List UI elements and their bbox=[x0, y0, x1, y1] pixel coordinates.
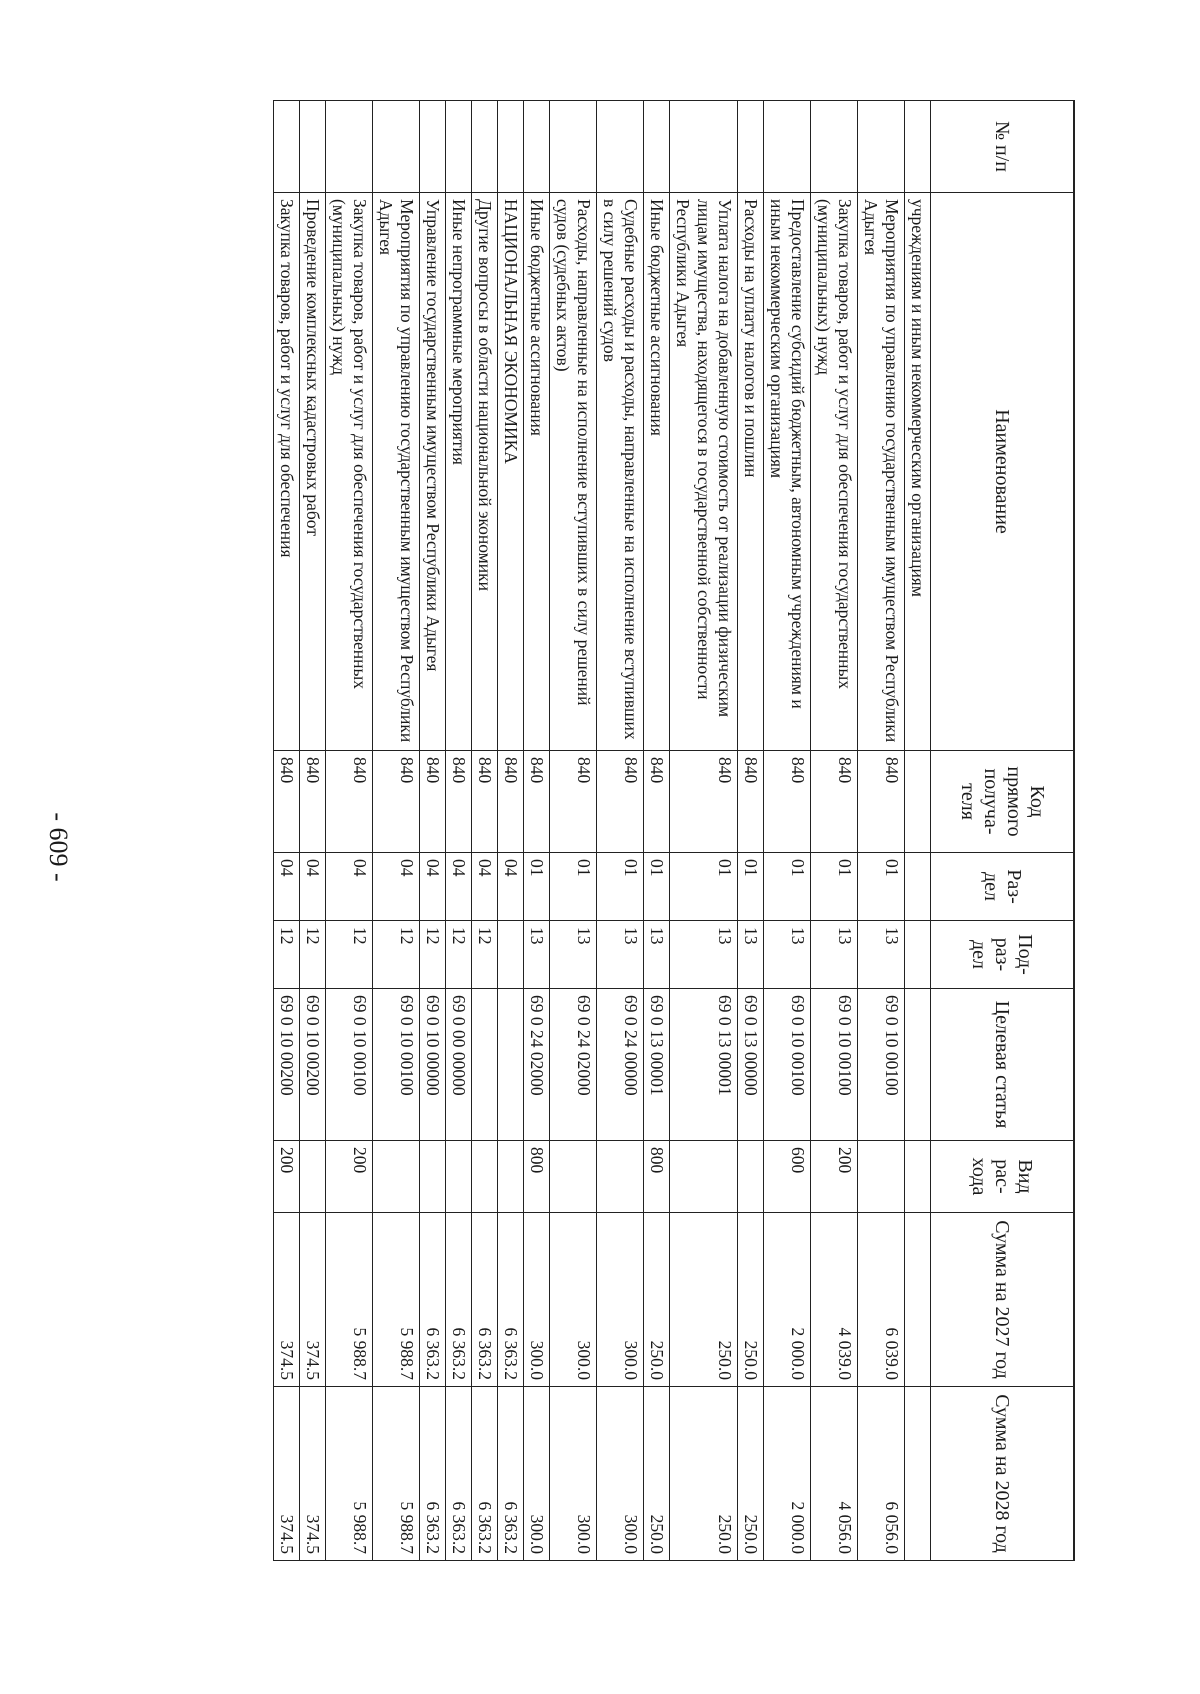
cell-sum-2027: 250.0 bbox=[644, 1213, 670, 1387]
cell-name: Закупка товаров, работ и услуг для обеспечения bbox=[274, 193, 300, 751]
table-row bbox=[498, 101, 524, 1561]
cell-num bbox=[446, 101, 472, 193]
cell-recipient: 840 bbox=[670, 751, 738, 853]
cell-expense-type bbox=[498, 1141, 524, 1213]
cell-target: 69 0 10 00100 bbox=[811, 989, 858, 1141]
cell-subsection bbox=[498, 921, 524, 989]
header-sum-2028: Сумма на 2028 год bbox=[931, 1387, 1075, 1561]
cell-recipient: 840 bbox=[472, 751, 498, 853]
cell-num bbox=[811, 101, 858, 193]
cell-sum-2028: 300.0 bbox=[597, 1387, 644, 1561]
cell-section: 04 bbox=[446, 853, 472, 921]
cell-section: 01 bbox=[738, 853, 764, 921]
cell-subsection: 12 bbox=[373, 921, 420, 989]
page-number: - 609 - bbox=[44, 812, 73, 882]
cell-num bbox=[274, 101, 300, 193]
cell-subsection: 13 bbox=[670, 921, 738, 989]
cell-num bbox=[420, 101, 446, 193]
cell-target: 69 0 13 00001 bbox=[670, 989, 738, 1141]
cell-section: 04 bbox=[274, 853, 300, 921]
cell-subsection: 12 bbox=[446, 921, 472, 989]
table-row bbox=[905, 101, 931, 1561]
cell-sum-2027: 6 363.2 bbox=[498, 1213, 524, 1387]
cell-sum-2028: 6 363.2 bbox=[420, 1387, 446, 1561]
cell-recipient: 840 bbox=[498, 751, 524, 853]
cell-expense-type: 200 bbox=[326, 1141, 373, 1213]
cell-target: 69 0 24 00000 bbox=[597, 989, 644, 1141]
cell-num bbox=[300, 101, 326, 193]
cell-sum-2028: 250.0 bbox=[670, 1387, 738, 1561]
cell-name: Другие вопросы в области национальной экономики bbox=[472, 193, 498, 751]
budget-table bbox=[273, 100, 1075, 1561]
cell-sum-2028: 4 056.0 bbox=[811, 1387, 858, 1561]
header-name: Наименование bbox=[931, 193, 1075, 751]
cell-expense-type bbox=[905, 1141, 931, 1213]
cell-sum-2027 bbox=[905, 1213, 931, 1387]
cell-section: 01 bbox=[550, 853, 597, 921]
cell-expense-type bbox=[446, 1141, 472, 1213]
cell-sum-2027: 5 988.7 bbox=[326, 1213, 373, 1387]
cell-subsection: 12 bbox=[420, 921, 446, 989]
cell-section: 01 bbox=[764, 853, 811, 921]
cell-expense-type bbox=[300, 1141, 326, 1213]
cell-subsection: 12 bbox=[326, 921, 373, 989]
cell-section: 01 bbox=[858, 853, 905, 921]
cell-recipient: 840 bbox=[300, 751, 326, 853]
cell-sum-2027: 4 039.0 bbox=[811, 1213, 858, 1387]
cell-subsection: 13 bbox=[858, 921, 905, 989]
cell-subsection: 13 bbox=[644, 921, 670, 989]
cell-name: Проведение комплексных кадастровых работ bbox=[300, 193, 326, 751]
cell-expense-type bbox=[550, 1141, 597, 1213]
header-sum-2027: Сумма на 2027 год bbox=[931, 1213, 1075, 1387]
cell-expense-type: 200 bbox=[274, 1141, 300, 1213]
cell-target: 69 0 00 00000 bbox=[446, 989, 472, 1141]
cell-section: 01 bbox=[524, 853, 550, 921]
cell-recipient: 840 bbox=[373, 751, 420, 853]
cell-sum-2028: 5 988.7 bbox=[373, 1387, 420, 1561]
cell-section bbox=[905, 853, 931, 921]
cell-target: 69 0 10 00200 bbox=[274, 989, 300, 1141]
cell-subsection: 13 bbox=[811, 921, 858, 989]
cell-num bbox=[472, 101, 498, 193]
cell-sum-2028: 300.0 bbox=[524, 1387, 550, 1561]
cell-expense-type bbox=[472, 1141, 498, 1213]
cell-target: 69 0 10 00200 bbox=[300, 989, 326, 1141]
cell-num bbox=[905, 101, 931, 193]
cell-sum-2028: 6 056.0 bbox=[858, 1387, 905, 1561]
cell-expense-type bbox=[858, 1141, 905, 1213]
cell-name: НАЦИОНАЛЬНАЯ ЭКОНОМИКА bbox=[498, 193, 524, 751]
cell-sum-2027: 374.5 bbox=[274, 1213, 300, 1387]
cell-section: 04 bbox=[498, 853, 524, 921]
cell-sum-2028 bbox=[905, 1387, 931, 1561]
cell-section: 01 bbox=[644, 853, 670, 921]
cell-section: 01 bbox=[811, 853, 858, 921]
table-row bbox=[858, 101, 905, 1561]
cell-recipient: 840 bbox=[858, 751, 905, 853]
cell-sum-2028: 2 000.0 bbox=[764, 1387, 811, 1561]
cell-section: 01 bbox=[597, 853, 644, 921]
cell-name: Судебные расходы и расходы, направленные на исполнение вступивших в силу решений судов bbox=[597, 193, 644, 751]
cell-target bbox=[472, 989, 498, 1141]
cell-target: 69 0 10 00000 bbox=[420, 989, 446, 1141]
table-row bbox=[764, 101, 811, 1561]
cell-name: Иные бюджетные ассигнования bbox=[644, 193, 670, 751]
cell-subsection: 13 bbox=[738, 921, 764, 989]
cell-sum-2027: 6 363.2 bbox=[472, 1213, 498, 1387]
cell-expense-type bbox=[597, 1141, 644, 1213]
cell-subsection: 13 bbox=[550, 921, 597, 989]
cell-recipient: 840 bbox=[420, 751, 446, 853]
cell-subsection: 12 bbox=[274, 921, 300, 989]
cell-expense-type: 800 bbox=[644, 1141, 670, 1213]
cell-subsection: 12 bbox=[472, 921, 498, 989]
cell-section: 04 bbox=[326, 853, 373, 921]
cell-recipient: 840 bbox=[446, 751, 472, 853]
cell-num bbox=[670, 101, 738, 193]
table-row bbox=[644, 101, 670, 1561]
cell-sum-2028: 6 363.2 bbox=[472, 1387, 498, 1561]
cell-sum-2028: 374.5 bbox=[274, 1387, 300, 1561]
cell-sum-2028: 5 988.7 bbox=[326, 1387, 373, 1561]
cell-num bbox=[326, 101, 373, 193]
cell-sum-2027: 300.0 bbox=[550, 1213, 597, 1387]
cell-name: Иные непрограммные мероприятия bbox=[446, 193, 472, 751]
cell-num bbox=[550, 101, 597, 193]
cell-name: Иные бюджетные ассигнования bbox=[524, 193, 550, 751]
table-row bbox=[373, 101, 420, 1561]
cell-target: 69 0 13 00001 bbox=[644, 989, 670, 1141]
cell-recipient: 840 bbox=[550, 751, 597, 853]
header-section: Раз-дел bbox=[931, 853, 1075, 921]
cell-target bbox=[498, 989, 524, 1141]
table-row bbox=[550, 101, 597, 1561]
cell-num bbox=[858, 101, 905, 193]
table-row bbox=[670, 101, 738, 1561]
cell-subsection: 12 bbox=[300, 921, 326, 989]
cell-sum-2028: 6 363.2 bbox=[498, 1387, 524, 1561]
cell-subsection: 13 bbox=[764, 921, 811, 989]
cell-recipient: 840 bbox=[811, 751, 858, 853]
cell-subsection: 13 bbox=[597, 921, 644, 989]
cell-target: 69 0 10 00100 bbox=[764, 989, 811, 1141]
cell-recipient: 840 bbox=[326, 751, 373, 853]
cell-sum-2028: 250.0 bbox=[644, 1387, 670, 1561]
header-subsection: Под-раз-дел bbox=[931, 921, 1075, 989]
table-row bbox=[472, 101, 498, 1561]
table-row bbox=[597, 101, 644, 1561]
cell-sum-2027: 300.0 bbox=[524, 1213, 550, 1387]
cell-section: 04 bbox=[300, 853, 326, 921]
cell-recipient bbox=[905, 751, 931, 853]
cell-name: Уплата налога на добавленную стоимость от реализации физическим лицам имущества, находящегося в государственной собственности Республики Адыгея bbox=[670, 193, 738, 751]
cell-target: 69 0 24 02000 bbox=[550, 989, 597, 1141]
cell-sum-2028: 6 363.2 bbox=[446, 1387, 472, 1561]
table-row bbox=[420, 101, 446, 1561]
header-expense-type: Вид рас-хода bbox=[931, 1141, 1075, 1213]
cell-num bbox=[764, 101, 811, 193]
cell-name: Управление государственным имуществом Республики Адыгея bbox=[420, 193, 446, 751]
cell-subsection: 13 bbox=[524, 921, 550, 989]
cell-expense-type: 200 bbox=[811, 1141, 858, 1213]
cell-sum-2027: 250.0 bbox=[738, 1213, 764, 1387]
cell-expense-type bbox=[670, 1141, 738, 1213]
cell-name: Закупка товаров, работ и услуг для обеспечения государственных (муниципальных) нужд bbox=[811, 193, 858, 751]
cell-sum-2028: 374.5 bbox=[300, 1387, 326, 1561]
cell-recipient: 840 bbox=[764, 751, 811, 853]
cell-name: учреждениям и иным некоммерческим организациям bbox=[905, 193, 931, 751]
cell-expense-type bbox=[373, 1141, 420, 1213]
cell-target: 69 0 13 00000 bbox=[738, 989, 764, 1141]
cell-recipient: 840 bbox=[597, 751, 644, 853]
table-row bbox=[326, 101, 373, 1561]
cell-target: 69 0 10 00100 bbox=[373, 989, 420, 1141]
cell-section: 04 bbox=[472, 853, 498, 921]
cell-num bbox=[597, 101, 644, 193]
cell-sum-2027: 5 988.7 bbox=[373, 1213, 420, 1387]
header-row bbox=[931, 101, 1075, 1561]
cell-sum-2027: 6 363.2 bbox=[420, 1213, 446, 1387]
cell-sum-2027: 2 000.0 bbox=[764, 1213, 811, 1387]
cell-sum-2027: 6 039.0 bbox=[858, 1213, 905, 1387]
cell-section: 04 bbox=[373, 853, 420, 921]
table-row bbox=[446, 101, 472, 1561]
cell-target: 69 0 10 00100 bbox=[858, 989, 905, 1141]
cell-sum-2027: 6 363.2 bbox=[446, 1213, 472, 1387]
cell-sum-2027: 300.0 bbox=[597, 1213, 644, 1387]
header-recipient: Код прямого получа-теля bbox=[931, 751, 1075, 853]
cell-name: Закупка товаров, работ и услуг для обеспечения государственных (муниципальных) нужд bbox=[326, 193, 373, 751]
table-row bbox=[524, 101, 550, 1561]
cell-recipient: 840 bbox=[274, 751, 300, 853]
header-target: Целевая статья bbox=[931, 989, 1075, 1141]
cell-num bbox=[524, 101, 550, 193]
cell-name: Расходы, направленные на исполнение вступивших в силу решений судов (судебных актов) bbox=[550, 193, 597, 751]
cell-num bbox=[498, 101, 524, 193]
cell-name: Мероприятия по управлению государственным имуществом Республики Адыгея bbox=[373, 193, 420, 751]
cell-target bbox=[905, 989, 931, 1141]
table-row bbox=[738, 101, 764, 1561]
cell-num bbox=[373, 101, 420, 193]
budget-table-page bbox=[130, 100, 1075, 1560]
cell-sum-2027: 250.0 bbox=[670, 1213, 738, 1387]
cell-target: 69 0 10 00100 bbox=[326, 989, 373, 1141]
table-row bbox=[274, 101, 300, 1561]
cell-expense-type bbox=[738, 1141, 764, 1213]
cell-subsection bbox=[905, 921, 931, 989]
cell-sum-2028: 300.0 bbox=[550, 1387, 597, 1561]
table-row bbox=[811, 101, 858, 1561]
cell-name: Предоставление субсидий бюджетным, автономным учреждениям и иным некоммерческим организациям bbox=[764, 193, 811, 751]
cell-recipient: 840 bbox=[738, 751, 764, 853]
cell-num bbox=[738, 101, 764, 193]
cell-expense-type: 800 bbox=[524, 1141, 550, 1213]
cell-recipient: 840 bbox=[524, 751, 550, 853]
cell-sum-2028: 250.0 bbox=[738, 1387, 764, 1561]
cell-section: 04 bbox=[420, 853, 446, 921]
cell-target: 69 0 24 02000 bbox=[524, 989, 550, 1141]
cell-num bbox=[644, 101, 670, 193]
cell-expense-type bbox=[420, 1141, 446, 1213]
cell-recipient: 840 bbox=[644, 751, 670, 853]
header-num: № п/п bbox=[931, 101, 1075, 193]
cell-name: Расходы на уплату налогов и пошлин bbox=[738, 193, 764, 751]
cell-name: Мероприятия по управлению государственным имуществом Республики Адыгея bbox=[858, 193, 905, 751]
cell-section: 01 bbox=[670, 853, 738, 921]
table-row bbox=[300, 101, 326, 1561]
cell-sum-2027: 374.5 bbox=[300, 1213, 326, 1387]
cell-expense-type: 600 bbox=[764, 1141, 811, 1213]
